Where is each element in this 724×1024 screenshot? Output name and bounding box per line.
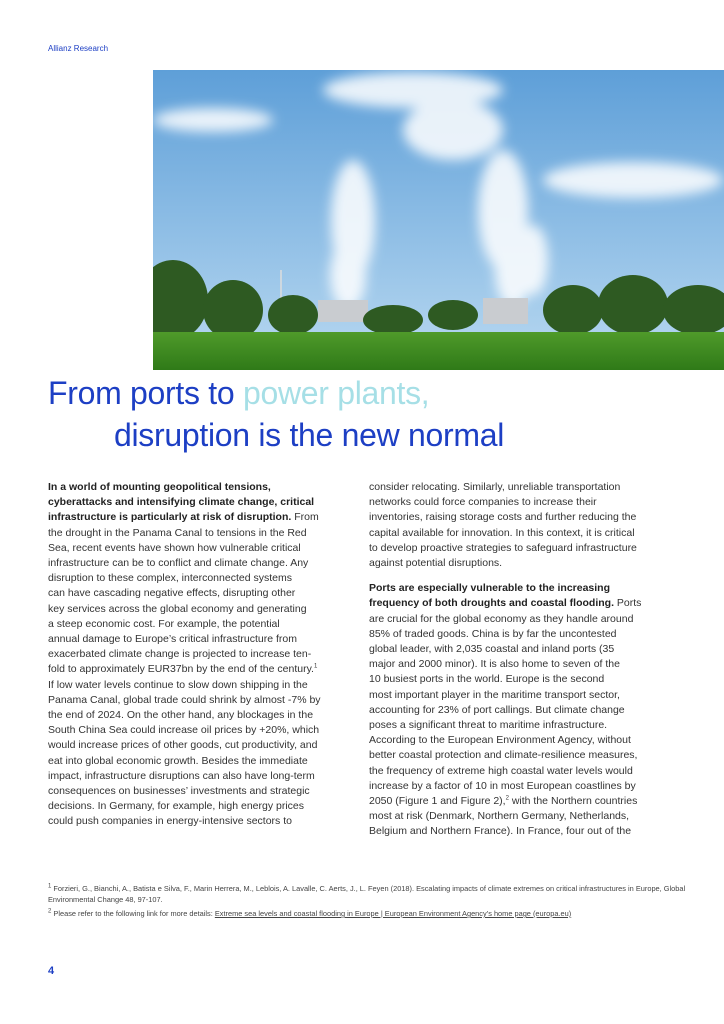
- hero-photo: [153, 70, 724, 370]
- line-text: From: [291, 511, 319, 524]
- footnote-ref[interactable]: 1: [313, 663, 318, 670]
- text-line: [48, 662, 360, 677]
- line-text: would increase prices of other goods, cut productivity, and: [48, 739, 318, 752]
- text-line: [369, 779, 681, 794]
- line-text: are crucial for the global economy as they handle around: [369, 612, 634, 625]
- footnote-number: 1: [48, 883, 52, 890]
- line-text: annual damage to Europe’s critical infrastructure from: [48, 633, 298, 646]
- text-line: [48, 799, 360, 814]
- text-line: [48, 769, 360, 784]
- line-text: If low water levels continue to slow down shipping in the: [48, 678, 308, 691]
- text-line: [48, 541, 360, 556]
- text-line: [369, 794, 681, 809]
- text-line: [48, 510, 360, 525]
- line-text: 10 busiest ports in the world. Europe is the second: [369, 673, 605, 686]
- line-text: 85% of traded goods. China is by far the uncontested: [369, 627, 617, 640]
- line-text: key services across the global economy and generating: [48, 602, 307, 615]
- footnote-text: Please refer to the following link for more details:: [51, 909, 215, 918]
- text-line: [369, 657, 681, 672]
- text-line: [369, 627, 681, 642]
- text-line: [369, 480, 681, 495]
- text-line: [48, 647, 360, 662]
- line-text: against potential disruptions.: [369, 557, 503, 570]
- text-line: [369, 718, 681, 733]
- text-line: [48, 708, 360, 723]
- footnote-number: 2: [48, 908, 52, 915]
- text-line: [48, 693, 360, 708]
- header-label: Allianz Research: [48, 44, 109, 53]
- text-line: [369, 596, 681, 611]
- bold-lead: frequency of both droughts and coastal flooding.: [369, 597, 614, 610]
- footnote-1: [48, 883, 688, 905]
- text-line: [48, 495, 360, 510]
- text-line: [48, 738, 360, 753]
- page-number: 4: [48, 965, 55, 977]
- line-text: disruption to these complex, interconnected systems: [48, 572, 292, 585]
- text-line: [369, 495, 681, 510]
- line-text: most important player in the maritime transport sector,: [369, 688, 620, 701]
- line-text: Ports: [614, 597, 642, 610]
- line-text: Belgium and Northern France). In France, four out of the: [369, 825, 632, 838]
- line-text: exacerbated climate change is projected to increase ten-: [48, 648, 312, 661]
- line-text: networks could force companies to increase their: [369, 496, 597, 509]
- bold-lead: infrastructure is particularly at risk of disruption.: [48, 511, 292, 524]
- line-text: 2050 (Figure 1 and Figure 2),: [369, 795, 506, 808]
- line-text: poses a significant threat to maritime infrastructure.: [369, 719, 608, 732]
- text-line: [369, 672, 681, 687]
- text-line: [369, 642, 681, 657]
- title-accent: power plants,: [242, 375, 430, 411]
- text-line: [369, 510, 681, 525]
- text-line: [48, 632, 360, 647]
- text-line: [369, 748, 681, 763]
- line-text: most at risk (Denmark, Northern Germany, Netherlands,: [369, 810, 630, 823]
- line-text: better coastal protection and climate-resilience measures,: [369, 749, 638, 762]
- text-line: [48, 586, 360, 601]
- line-text: increase by a factor of 10 in most European coastlines by: [369, 779, 636, 792]
- footnote-2: [48, 908, 688, 919]
- line-text: global leader, with 2,035 coastal and inland ports (35: [369, 643, 615, 656]
- text-line: [48, 571, 360, 586]
- page-title-line-1: [48, 374, 429, 412]
- text-line: [48, 814, 360, 829]
- text-line: [369, 809, 681, 824]
- power-plant-image: [153, 70, 724, 370]
- line-text: impact, infrastructure disruptions can also have long-term: [48, 769, 315, 782]
- line-text: capital available for innovation. In this context, it is critical: [369, 526, 635, 539]
- line-text: could push companies in energy-intensive sectors to: [48, 815, 292, 828]
- bold-lead: cyberattacks and intensifying climate change, critical: [48, 496, 315, 509]
- title-primary: From ports to: [48, 375, 243, 411]
- text-line: [48, 678, 360, 693]
- bold-lead: In a world of mounting geopolitical tensions,: [48, 481, 271, 493]
- line-text: the drought in the Panama Canal to tensions in the Red: [48, 526, 307, 539]
- line-text: the end of 2024. On the other hand, any blockages in the: [48, 709, 314, 722]
- right-column: [369, 480, 681, 840]
- text-line: [369, 541, 681, 556]
- line-text: to develop proactive strategies to safeguard infrastructure: [369, 541, 637, 554]
- footnotes: [48, 883, 688, 922]
- line-text: a steep economic cost. For example, the potential: [48, 617, 280, 630]
- line-text: South China Sea could increase oil prices by +20%, which: [48, 724, 320, 737]
- text-line: [369, 556, 681, 571]
- line-text: According to the European Environment Agency, without: [369, 734, 631, 747]
- text-line: [369, 526, 681, 541]
- left-column: [48, 480, 360, 830]
- footnote-ref[interactable]: 2: [505, 795, 509, 802]
- paragraph-gap: [369, 571, 681, 581]
- text-line: [48, 784, 360, 799]
- line-text: the frequency of extreme high coastal water levels would: [369, 764, 633, 777]
- text-line: [369, 733, 681, 748]
- line-text: accounting for 23% of port callings. But climate change: [369, 703, 625, 716]
- line-text: inventories, raising storage costs and further reducing the: [369, 511, 637, 524]
- text-line: [369, 764, 681, 779]
- line-text: Panama Canal, global trade could shrink by almost -7% by: [48, 693, 321, 706]
- text-line: [369, 612, 681, 627]
- line-text: Sea, recent events have shown how vulnerable critical: [48, 541, 301, 554]
- text-line: [369, 824, 681, 839]
- page-title-line-2: disruption is the new normal: [114, 417, 505, 453]
- text-line: [48, 617, 360, 632]
- line-text: with the Northern countries: [508, 795, 638, 808]
- text-line: [369, 703, 681, 718]
- line-text: fold to approximately EUR37bn by the end of the century.: [48, 663, 314, 676]
- text-line: [369, 581, 681, 596]
- text-line: [48, 556, 360, 571]
- footnote-text: Forzieri, G., Bianchi, A., Batista e Silva, F., Marin Herrera, M., Leblois, A. Lavalle, C. Aerts, J., L. Feyen (2018). Escalating impacts of climate extremes on critical infrastructures in Europe, Global Environmental Change 48, 97-107.: [48, 884, 686, 904]
- text-line: [48, 526, 360, 541]
- text-line: [48, 480, 360, 495]
- text-line: [48, 602, 360, 617]
- text-line: [48, 723, 360, 738]
- line-text: consider relocating. Similarly, unreliable transportation: [369, 481, 621, 493]
- text-line: [48, 754, 360, 769]
- line-text: infrastructure can be to conflict and climate change. Any: [48, 557, 309, 570]
- line-text: can have cascading negative effects, disrupting other: [48, 587, 296, 600]
- line-text: major and 2000 minor). It is also home to seven of the: [369, 658, 620, 671]
- text-line: [369, 688, 681, 703]
- line-text: eat into global economic growth. Besides the immediate: [48, 754, 308, 767]
- line-text: consequences on businesses’ investments and strategic: [48, 785, 310, 798]
- line-text: decisions. In Germany, for example, high energy prices: [48, 800, 305, 813]
- eea-link[interactable]: Extreme sea levels and coastal flooding in Europe | European Environment Agency’s home page (europa.eu): [214, 909, 572, 918]
- bold-lead: Ports are especially vulnerable to the increasing: [369, 582, 611, 595]
